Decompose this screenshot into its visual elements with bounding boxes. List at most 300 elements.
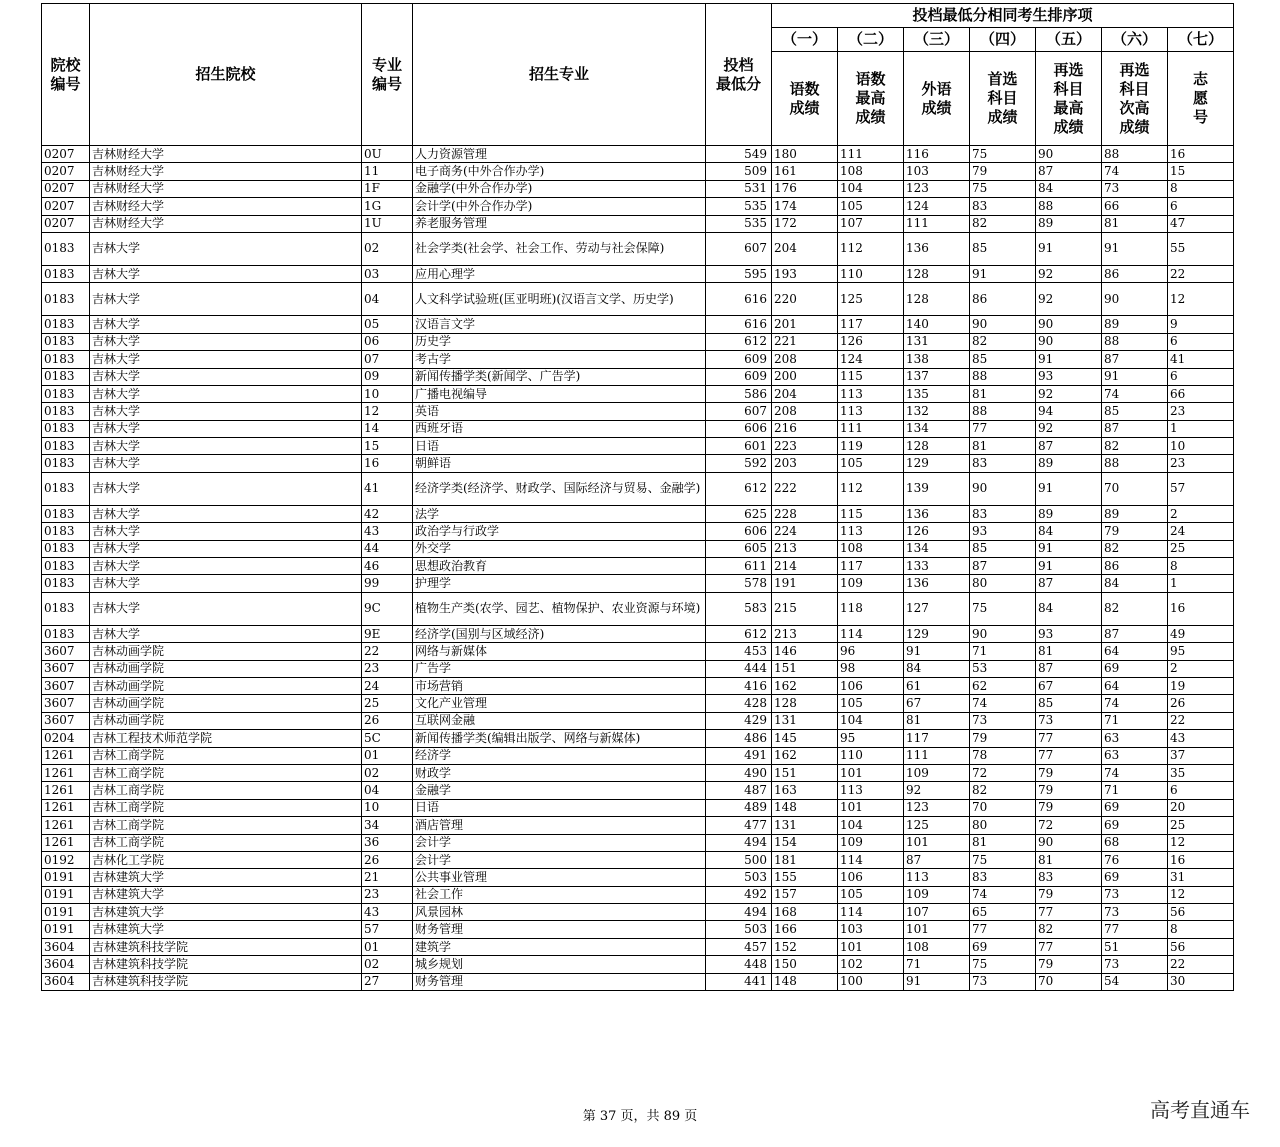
cell-order-7: 19 <box>1168 677 1234 694</box>
cell-major-code: 42 <box>362 505 413 522</box>
cell-major-code: 46 <box>362 558 413 575</box>
cell-order-1: 213 <box>772 540 838 557</box>
cell-order-4: 82 <box>970 333 1036 350</box>
cell-order-3: 133 <box>904 558 970 575</box>
cell-school-name: 吉林大学 <box>90 575 362 592</box>
cell-school-code: 0207 <box>42 215 90 232</box>
cell-order-7: 6 <box>1168 333 1234 350</box>
cell-major-code: 99 <box>362 575 413 592</box>
cell-school-name: 吉林工商学院 <box>90 817 362 834</box>
cell-order-6: 69 <box>1102 799 1168 816</box>
cell-order-3: 81 <box>904 712 970 729</box>
cell-order-7: 6 <box>1168 782 1234 799</box>
cell-order-5: 90 <box>1036 146 1102 163</box>
cell-major-name: 日语 <box>413 799 706 816</box>
cell-order-7: 8 <box>1168 180 1234 197</box>
table-row <box>42 505 1234 522</box>
cell-min-score: 616 <box>706 283 772 316</box>
cell-school-name: 吉林动画学院 <box>90 712 362 729</box>
cell-min-score: 612 <box>706 625 772 642</box>
cell-major-name: 会计学(中外合作办学) <box>413 198 706 215</box>
cell-order-4: 75 <box>970 180 1036 197</box>
cell-order-2: 109 <box>838 575 904 592</box>
cell-order-1: 222 <box>772 472 838 505</box>
cell-min-score: 616 <box>706 316 772 333</box>
cell-school-name: 吉林大学 <box>90 625 362 642</box>
cell-major-code: 09 <box>362 368 413 385</box>
cell-min-score: 490 <box>706 764 772 781</box>
table-row <box>42 625 1234 642</box>
cell-order-2: 106 <box>838 677 904 694</box>
table-row <box>42 730 1234 747</box>
cell-major-code: 01 <box>362 938 413 955</box>
cell-school-name: 吉林建筑科技学院 <box>90 973 362 990</box>
table-row <box>42 747 1234 764</box>
cell-order-7: 16 <box>1168 851 1234 868</box>
cell-min-score: 503 <box>706 869 772 886</box>
cell-school-code: 0207 <box>42 198 90 215</box>
cell-min-score: 487 <box>706 782 772 799</box>
cell-order-2: 105 <box>838 198 904 215</box>
cell-order-6: 77 <box>1102 921 1168 938</box>
cell-major-code: 14 <box>362 420 413 437</box>
cell-order-2: 119 <box>838 438 904 455</box>
cell-min-score: 595 <box>706 265 772 282</box>
cell-min-score: 509 <box>706 163 772 180</box>
cell-school-name: 吉林大学 <box>90 523 362 540</box>
cell-major-code: 22 <box>362 643 413 660</box>
cell-order-5: 91 <box>1036 351 1102 368</box>
cell-order-2: 113 <box>838 385 904 402</box>
cell-school-name: 吉林建筑大学 <box>90 886 362 903</box>
table-row <box>42 817 1234 834</box>
cell-order-3: 109 <box>904 764 970 781</box>
table-row <box>42 921 1234 938</box>
cell-order-3: 129 <box>904 625 970 642</box>
header-order-label: 首选 科目 成绩 <box>970 52 1036 146</box>
cell-school-code: 0183 <box>42 403 90 420</box>
cell-order-2: 101 <box>838 938 904 955</box>
cell-order-5: 92 <box>1036 385 1102 402</box>
cell-major-code: 36 <box>362 834 413 851</box>
cell-order-2: 126 <box>838 333 904 350</box>
header-order-label: 语数 成绩 <box>772 52 838 146</box>
cell-order-2: 98 <box>838 660 904 677</box>
cell-major-code: 43 <box>362 904 413 921</box>
cell-min-score: 503 <box>706 921 772 938</box>
cell-order-3: 125 <box>904 817 970 834</box>
cell-order-2: 103 <box>838 921 904 938</box>
header-major: 招生专业 <box>413 4 706 146</box>
cell-order-1: 131 <box>772 817 838 834</box>
cell-order-4: 74 <box>970 886 1036 903</box>
cell-major-name: 金融学(中外合作办学) <box>413 180 706 197</box>
header-min-score: 投档 最低分 <box>706 4 772 146</box>
cell-school-code: 0183 <box>42 505 90 522</box>
header-order-label: 再选 科目 最高 成绩 <box>1036 52 1102 146</box>
cell-order-2: 112 <box>838 472 904 505</box>
cell-order-6: 63 <box>1102 747 1168 764</box>
cell-major-code: 01 <box>362 747 413 764</box>
cell-order-5: 77 <box>1036 747 1102 764</box>
cell-major-code: 07 <box>362 351 413 368</box>
cell-order-7: 26 <box>1168 695 1234 712</box>
cell-school-code: 3607 <box>42 677 90 694</box>
table-row <box>42 368 1234 385</box>
cell-major-name: 应用心理学 <box>413 265 706 282</box>
cell-order-6: 73 <box>1102 956 1168 973</box>
table-row <box>42 782 1234 799</box>
cell-order-1: 166 <box>772 921 838 938</box>
cell-major-code: 0U <box>362 146 413 163</box>
cell-order-5: 84 <box>1036 523 1102 540</box>
cell-order-6: 88 <box>1102 455 1168 472</box>
cell-order-5: 92 <box>1036 420 1102 437</box>
cell-order-1: 220 <box>772 283 838 316</box>
cell-school-code: 0183 <box>42 575 90 592</box>
cell-major-code: 15 <box>362 438 413 455</box>
cell-order-6: 74 <box>1102 385 1168 402</box>
cell-major-code: 04 <box>362 283 413 316</box>
header-order-label: 志 愿 号 <box>1168 52 1234 146</box>
cell-order-1: 213 <box>772 625 838 642</box>
cell-order-5: 82 <box>1036 921 1102 938</box>
table-row <box>42 163 1234 180</box>
cell-order-2: 105 <box>838 455 904 472</box>
cell-school-name: 吉林建筑科技学院 <box>90 956 362 973</box>
cell-order-4: 73 <box>970 712 1036 729</box>
cell-order-6: 85 <box>1102 403 1168 420</box>
cell-order-6: 81 <box>1102 215 1168 232</box>
header-order-num: （一） <box>772 28 838 52</box>
cell-order-7: 95 <box>1168 643 1234 660</box>
cell-major-code: 10 <box>362 799 413 816</box>
cell-order-6: 63 <box>1102 730 1168 747</box>
cell-order-4: 77 <box>970 921 1036 938</box>
table-row <box>42 660 1234 677</box>
cell-order-4: 78 <box>970 747 1036 764</box>
cell-major-name: 财务管理 <box>413 973 706 990</box>
cell-order-4: 80 <box>970 817 1036 834</box>
cell-order-5: 91 <box>1036 558 1102 575</box>
cell-school-name: 吉林大学 <box>90 592 362 625</box>
cell-order-7: 56 <box>1168 938 1234 955</box>
cell-major-name: 汉语言文学 <box>413 316 706 333</box>
cell-order-3: 135 <box>904 385 970 402</box>
cell-school-code: 1261 <box>42 799 90 816</box>
cell-order-1: 223 <box>772 438 838 455</box>
cell-school-code: 3607 <box>42 695 90 712</box>
cell-major-code: 12 <box>362 403 413 420</box>
cell-order-5: 87 <box>1036 660 1102 677</box>
cell-min-score: 428 <box>706 695 772 712</box>
table-row <box>42 232 1234 265</box>
cell-order-5: 93 <box>1036 368 1102 385</box>
table-row <box>42 956 1234 973</box>
cell-major-name: 建筑学 <box>413 938 706 955</box>
table-row <box>42 403 1234 420</box>
cell-order-5: 79 <box>1036 956 1102 973</box>
cell-order-4: 90 <box>970 316 1036 333</box>
cell-order-3: 107 <box>904 904 970 921</box>
cell-order-3: 128 <box>904 265 970 282</box>
cell-major-code: 25 <box>362 695 413 712</box>
cell-order-1: 157 <box>772 886 838 903</box>
cell-order-1: 162 <box>772 747 838 764</box>
cell-order-1: 216 <box>772 420 838 437</box>
table-row <box>42 472 1234 505</box>
cell-school-code: 3604 <box>42 938 90 955</box>
cell-major-code: 06 <box>362 333 413 350</box>
cell-min-score: 492 <box>706 886 772 903</box>
cell-order-2: 124 <box>838 351 904 368</box>
table-row <box>42 904 1234 921</box>
cell-order-2: 117 <box>838 316 904 333</box>
cell-order-6: 66 <box>1102 198 1168 215</box>
cell-major-name: 经济学(国别与区域经济) <box>413 625 706 642</box>
header-order-num: （七） <box>1168 28 1234 52</box>
cell-order-1: 151 <box>772 764 838 781</box>
cell-major-name: 朝鲜语 <box>413 455 706 472</box>
cell-order-7: 22 <box>1168 956 1234 973</box>
cell-order-4: 79 <box>970 730 1036 747</box>
cell-order-7: 1 <box>1168 575 1234 592</box>
cell-order-1: 191 <box>772 575 838 592</box>
cell-major-name: 经济学类(经济学、财政学、国际经济与贸易、金融学) <box>413 472 706 505</box>
cell-order-4: 69 <box>970 938 1036 955</box>
cell-min-score: 583 <box>706 592 772 625</box>
cell-min-score: 611 <box>706 558 772 575</box>
cell-school-code: 0183 <box>42 351 90 368</box>
table-row <box>42 558 1234 575</box>
cell-order-7: 6 <box>1168 368 1234 385</box>
cell-order-5: 90 <box>1036 333 1102 350</box>
cell-order-3: 134 <box>904 540 970 557</box>
cell-major-code: 43 <box>362 523 413 540</box>
header-order-num: （六） <box>1102 28 1168 52</box>
cell-school-code: 0183 <box>42 625 90 642</box>
cell-order-2: 104 <box>838 180 904 197</box>
cell-order-2: 107 <box>838 215 904 232</box>
cell-school-code: 1261 <box>42 747 90 764</box>
cell-school-name: 吉林工商学院 <box>90 799 362 816</box>
cell-order-7: 25 <box>1168 540 1234 557</box>
cell-min-score: 609 <box>706 351 772 368</box>
cell-order-7: 55 <box>1168 232 1234 265</box>
cell-order-1: 214 <box>772 558 838 575</box>
cell-major-code: 10 <box>362 385 413 402</box>
cell-min-score: 535 <box>706 198 772 215</box>
cell-major-name: 新闻传播学类(编辑出版学、网络与新媒体) <box>413 730 706 747</box>
cell-order-4: 75 <box>970 956 1036 973</box>
page-footer: 第 37 页，共 89 页 <box>582 1109 698 1124</box>
cell-school-code: 0183 <box>42 472 90 505</box>
cell-order-4: 88 <box>970 368 1036 385</box>
cell-school-code: 0183 <box>42 232 90 265</box>
cell-order-1: 203 <box>772 455 838 472</box>
cell-school-name: 吉林大学 <box>90 505 362 522</box>
cell-order-2: 105 <box>838 695 904 712</box>
cell-order-1: 172 <box>772 215 838 232</box>
cell-order-1: 151 <box>772 660 838 677</box>
cell-school-name: 吉林财经大学 <box>90 163 362 180</box>
table-row <box>42 438 1234 455</box>
cell-order-7: 43 <box>1168 730 1234 747</box>
cell-school-name: 吉林工商学院 <box>90 764 362 781</box>
cell-min-score: 448 <box>706 956 772 973</box>
cell-school-name: 吉林大学 <box>90 368 362 385</box>
cell-order-1: 162 <box>772 677 838 694</box>
cell-order-2: 104 <box>838 817 904 834</box>
cell-order-4: 83 <box>970 869 1036 886</box>
cell-order-4: 93 <box>970 523 1036 540</box>
cell-order-5: 84 <box>1036 592 1102 625</box>
cell-min-score: 486 <box>706 730 772 747</box>
cell-order-3: 117 <box>904 730 970 747</box>
cell-order-3: 137 <box>904 368 970 385</box>
cell-order-1: 215 <box>772 592 838 625</box>
cell-order-6: 74 <box>1102 695 1168 712</box>
cell-order-4: 53 <box>970 660 1036 677</box>
table-row <box>42 455 1234 472</box>
header-order-label: 再选 科目 次高 成绩 <box>1102 52 1168 146</box>
cell-order-1: 145 <box>772 730 838 747</box>
cell-school-name: 吉林大学 <box>90 540 362 557</box>
header-school-code: 院校 编号 <box>42 4 90 146</box>
cell-order-7: 23 <box>1168 455 1234 472</box>
cell-order-1: 180 <box>772 146 838 163</box>
cell-order-2: 104 <box>838 712 904 729</box>
cell-school-name: 吉林财经大学 <box>90 146 362 163</box>
cell-major-name: 外交学 <box>413 540 706 557</box>
cell-order-1: 163 <box>772 782 838 799</box>
cell-major-code: 9E <box>362 625 413 642</box>
cell-order-7: 12 <box>1168 834 1234 851</box>
cell-school-code: 0192 <box>42 851 90 868</box>
cell-school-name: 吉林大学 <box>90 385 362 402</box>
cell-order-1: 168 <box>772 904 838 921</box>
cell-order-4: 90 <box>970 625 1036 642</box>
cell-school-name: 吉林建筑科技学院 <box>90 938 362 955</box>
cell-school-code: 3607 <box>42 712 90 729</box>
cell-major-name: 护理学 <box>413 575 706 592</box>
cell-order-6: 74 <box>1102 764 1168 781</box>
cell-school-name: 吉林工程技术师范学院 <box>90 730 362 747</box>
cell-major-name: 政治学与行政学 <box>413 523 706 540</box>
cell-school-code: 0207 <box>42 180 90 197</box>
table-row <box>42 677 1234 694</box>
cell-school-name: 吉林动画学院 <box>90 695 362 712</box>
cell-order-6: 69 <box>1102 660 1168 677</box>
cell-order-4: 83 <box>970 505 1036 522</box>
cell-order-6: 73 <box>1102 904 1168 921</box>
cell-order-5: 77 <box>1036 938 1102 955</box>
cell-order-4: 87 <box>970 558 1036 575</box>
table-row <box>42 215 1234 232</box>
cell-major-code: 26 <box>362 851 413 868</box>
cell-school-code: 0191 <box>42 886 90 903</box>
cell-school-code: 1261 <box>42 834 90 851</box>
cell-school-code: 0183 <box>42 558 90 575</box>
cell-major-code: 23 <box>362 660 413 677</box>
cell-school-code: 0183 <box>42 316 90 333</box>
cell-major-code: 21 <box>362 869 413 886</box>
cell-order-6: 79 <box>1102 523 1168 540</box>
cell-major-name: 城乡规划 <box>413 956 706 973</box>
cell-order-3: 91 <box>904 643 970 660</box>
cell-school-name: 吉林工商学院 <box>90 747 362 764</box>
cell-order-3: 84 <box>904 660 970 677</box>
cell-order-2: 101 <box>838 799 904 816</box>
cell-min-score: 489 <box>706 799 772 816</box>
table-row <box>42 834 1234 851</box>
cell-order-6: 91 <box>1102 368 1168 385</box>
cell-order-4: 80 <box>970 575 1036 592</box>
cell-order-3: 136 <box>904 505 970 522</box>
cell-major-name: 广告学 <box>413 660 706 677</box>
cell-order-7: 10 <box>1168 438 1234 455</box>
cell-school-code: 0183 <box>42 283 90 316</box>
cell-min-score: 453 <box>706 643 772 660</box>
cell-order-2: 102 <box>838 956 904 973</box>
cell-order-4: 81 <box>970 834 1036 851</box>
table-row <box>42 523 1234 540</box>
cell-order-2: 109 <box>838 834 904 851</box>
cell-order-3: 124 <box>904 198 970 215</box>
cell-min-score: 429 <box>706 712 772 729</box>
cell-min-score: 578 <box>706 575 772 592</box>
cell-order-4: 77 <box>970 420 1036 437</box>
cell-order-7: 22 <box>1168 265 1234 282</box>
cell-major-code: 1U <box>362 215 413 232</box>
cell-order-4: 70 <box>970 799 1036 816</box>
cell-order-7: 41 <box>1168 351 1234 368</box>
cell-order-5: 79 <box>1036 799 1102 816</box>
header-order-num: （五） <box>1036 28 1102 52</box>
header-order-label: 外语 成绩 <box>904 52 970 146</box>
cell-order-6: 69 <box>1102 817 1168 834</box>
cell-major-name: 财政学 <box>413 764 706 781</box>
table-row <box>42 938 1234 955</box>
cell-order-7: 6 <box>1168 198 1234 215</box>
cell-major-code: 11 <box>362 163 413 180</box>
cell-order-5: 90 <box>1036 316 1102 333</box>
cell-order-7: 2 <box>1168 660 1234 677</box>
cell-order-2: 96 <box>838 643 904 660</box>
cell-school-code: 3607 <box>42 660 90 677</box>
cell-order-1: 208 <box>772 403 838 420</box>
cell-order-7: 8 <box>1168 921 1234 938</box>
cell-order-3: 101 <box>904 921 970 938</box>
cell-min-score: 607 <box>706 232 772 265</box>
header-order-num: （二） <box>838 28 904 52</box>
cell-min-score: 477 <box>706 817 772 834</box>
cell-school-name: 吉林化工学院 <box>90 851 362 868</box>
cell-major-name: 网络与新媒体 <box>413 643 706 660</box>
cell-order-7: 66 <box>1168 385 1234 402</box>
cell-min-score: 535 <box>706 215 772 232</box>
cell-order-4: 74 <box>970 695 1036 712</box>
table-row <box>42 146 1234 163</box>
cell-order-6: 68 <box>1102 834 1168 851</box>
cell-school-name: 吉林大学 <box>90 420 362 437</box>
cell-school-code: 0183 <box>42 385 90 402</box>
cell-order-3: 136 <box>904 575 970 592</box>
cell-order-5: 79 <box>1036 782 1102 799</box>
cell-order-2: 110 <box>838 265 904 282</box>
cell-order-3: 123 <box>904 799 970 816</box>
cell-major-code: 02 <box>362 232 413 265</box>
